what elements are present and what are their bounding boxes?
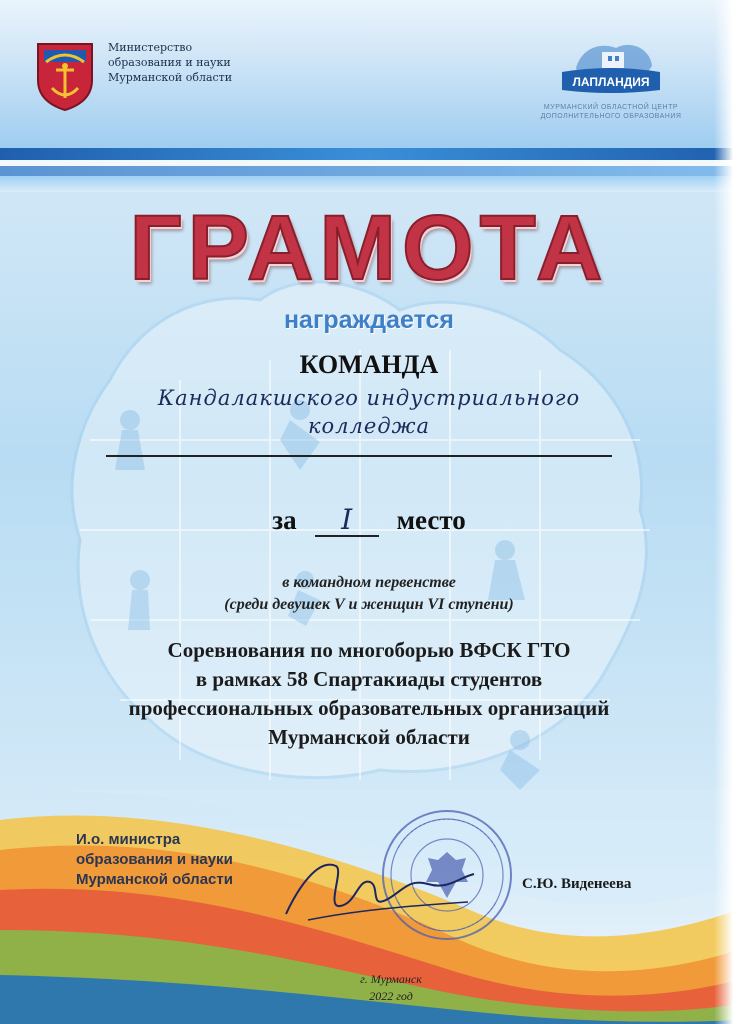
place-suffix: место xyxy=(396,505,466,535)
signer-name: С.Ю. Виденеева xyxy=(522,876,632,892)
ministry-line: образования и науки xyxy=(108,56,231,69)
category-line: (среди девушек V и женщин VI ступени) xyxy=(224,596,514,613)
issue-year: 2022 год xyxy=(369,989,413,1003)
laplandia-logo xyxy=(536,38,686,121)
coat-of-arms-icon xyxy=(34,40,96,112)
competition-line: Мурманской области xyxy=(268,725,470,749)
laplandia-logo-text: ЛАПЛАНДИЯ xyxy=(572,75,650,89)
team-name-handwritten: Кандалакшского индустриального xyxy=(157,386,581,410)
scan-edge xyxy=(714,0,738,1024)
signatory-line: образования и науки xyxy=(76,851,233,868)
issue-city: г. Мурманск xyxy=(360,972,422,986)
competition-line: профессиональных образовательных организаций xyxy=(128,696,610,720)
ministry-logo xyxy=(34,40,232,112)
ministry-line: Министерство xyxy=(108,41,193,54)
header-stripe xyxy=(0,166,738,176)
header-stripe xyxy=(0,148,738,160)
competition-line: в рамках 58 Спартакиады студентов xyxy=(195,667,543,691)
place-value: I xyxy=(315,505,379,537)
handwritten-signature xyxy=(278,848,478,928)
competition-title xyxy=(0,636,738,752)
team-name-handwritten: колледжа xyxy=(307,414,431,438)
laplandia-subtitle-line: ДОПОЛНИТЕЛЬНОГО ОБРАЗОВАНИЯ xyxy=(540,113,682,120)
signatory-line: И.о. министра xyxy=(76,831,181,848)
place-prefix: за xyxy=(272,505,297,535)
laplandia-subtitle xyxy=(536,103,686,121)
competition-line: Соревнования по многоборью ВФСК ГТО xyxy=(167,638,571,662)
laplandia-subtitle-line: МУРМАНСКИЙ ОБЛАСТНОЙ ЦЕНТР xyxy=(543,104,679,111)
signatory-title xyxy=(76,830,233,890)
ministry-name xyxy=(108,40,232,85)
category-line: в командном первенстве xyxy=(282,574,456,591)
place-line xyxy=(0,505,738,537)
awarded-label: награждается xyxy=(283,306,455,334)
ministry-line: Мурманской области xyxy=(108,71,233,84)
laplandia-emblem-icon xyxy=(556,38,666,96)
underline-divider xyxy=(106,455,612,457)
team-label: КОМАНДА xyxy=(299,350,439,379)
certificate-title: ГРАМОТА xyxy=(129,197,609,299)
signatory-line: Мурманской области xyxy=(76,871,233,888)
